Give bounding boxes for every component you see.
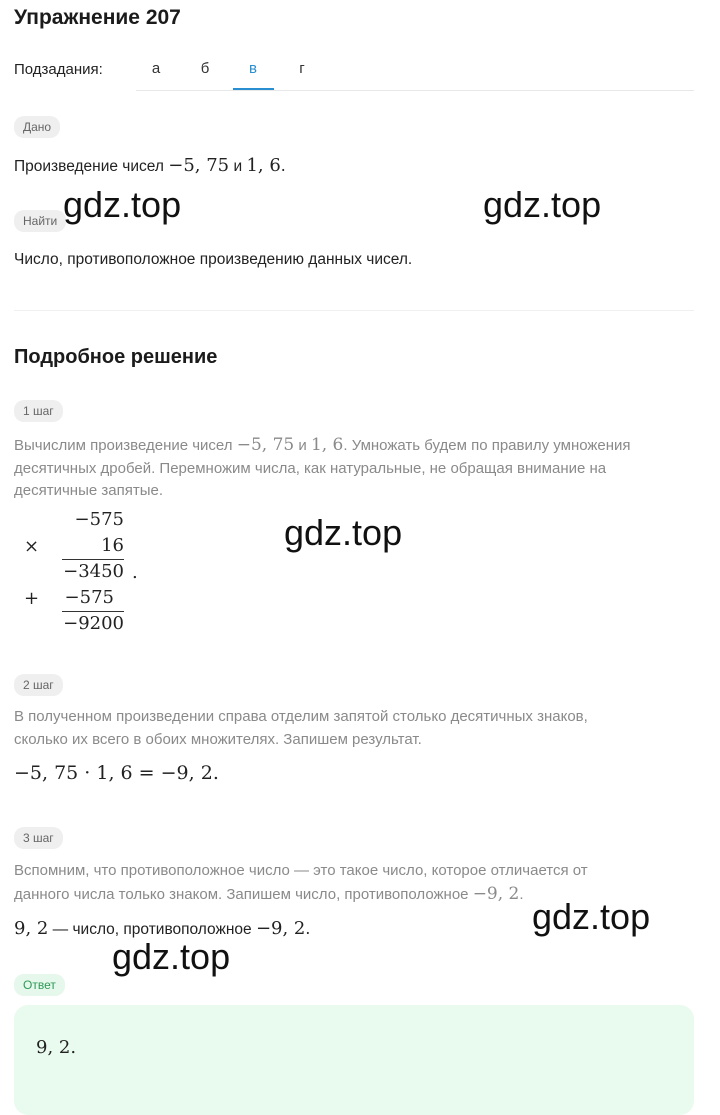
step3-line2-number: −9, 2 [472,883,520,904]
step1-text [14,434,704,503]
calc-partial-1: −3450 [63,561,124,582]
given-and: и [233,158,243,175]
step2-badge: 2 шаг [14,674,63,696]
watermark-2: gdz.top [483,184,602,225]
calc-plus-sign: + [24,588,40,609]
tab-b[interactable]: б [200,60,210,77]
step2-line2: сколько их всего в обоих множителях. Запишем результат. [14,730,422,748]
step1-and: и [298,437,307,454]
given-text-before: Произведение чисел [14,158,164,175]
watermark-4: gdz.top [532,896,651,937]
calc-dot: . [132,562,138,583]
tab-g[interactable]: г [299,60,305,77]
answer-value: 9, 2. [36,1037,77,1058]
page-title: Упражнение 207 [14,6,181,29]
answer-badge: Ответ [14,974,65,996]
active-tab-indicator [233,88,274,90]
step3-result-text: — число, противоположное [48,921,256,938]
step1-line1-a: Вычислим произведение чисел [14,437,233,454]
calc-line-2 [62,611,124,612]
step1-line2: десятичных дробей. Перемножим числа, как натуральные, не обращая внимание на [14,459,607,477]
step1-number-2: 1, 6 [310,435,344,455]
calc-multiplier: 16 [101,535,124,556]
calc-partial-2: −575 [64,587,114,608]
step3-result-number: 9, 2 [14,918,49,939]
watermark-5: gdz.top [112,936,231,977]
step1-badge: 1 шаг [14,400,63,422]
step1-line3: десятичные запятые. [14,482,163,499]
solution-title: Подробное решение [14,346,218,368]
calc-line-1 [62,559,124,560]
step1-line1 [14,434,704,458]
calc-multiplicand: −575 [74,509,124,530]
given-number-2: 1, 6 [246,155,281,176]
answer-box [14,1005,694,1115]
given-text [14,155,286,178]
tab-v[interactable]: в [249,60,257,77]
subtasks-label: Подзадания: [14,61,103,78]
step1-line1-b: . Умножать будем по правилу умножения [343,437,631,454]
section-divider [14,310,694,311]
watermark-1: gdz.top [63,184,182,225]
calc-times-sign: × [24,536,40,557]
subtask-tabs [136,50,694,91]
tab-a[interactable]: а [151,60,161,77]
find-text: Число, противоположное произведению данных чисел. [14,251,413,268]
step3-line2-end: . [519,885,524,903]
step3-line1: Вспомним, что противоположное число — это такое число, которое отличается от [14,862,588,879]
step3-line2-a: данного числа только знаком. Запишем число, противоположное [14,885,469,903]
step3-result-number-2: −9, 2 [255,918,306,939]
step3-badge: 3 шаг [14,827,63,849]
given-end: . [280,157,286,175]
given-number-1: −5, 75 [168,155,230,176]
calc-result: −9200 [63,613,124,634]
given-badge: Дано [14,116,60,138]
find-badge: Найти [14,210,66,232]
step2-formula: −5, 75 · 1, 6 = −9, 2. [14,762,219,784]
watermark-3: gdz.top [284,512,403,553]
step3-result-end: . [305,920,311,938]
step2-line1: В полученном произведении справа отделим запятой столько десятичных знаков, [14,708,588,725]
step1-number-1: −5, 75 [236,435,295,455]
step2-text [14,706,704,751]
